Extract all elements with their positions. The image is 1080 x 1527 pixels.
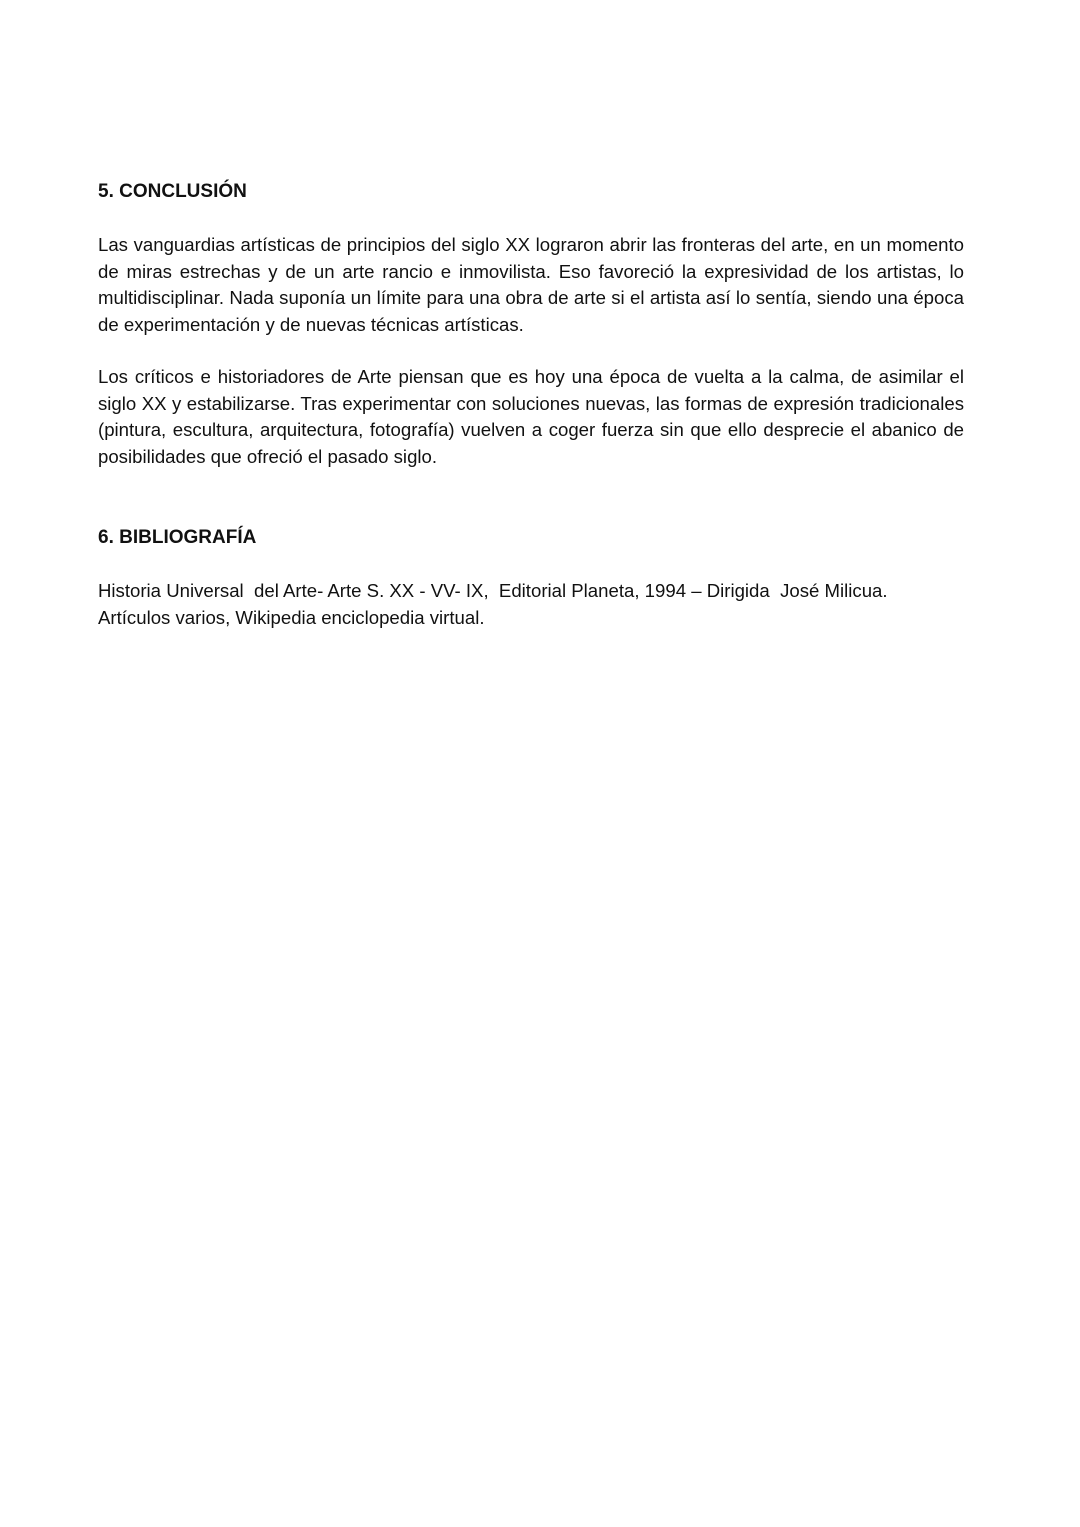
section-heading-bibliography: 6. BIBLIOGRAFÍA: [98, 527, 257, 548]
bibliography-entry-1: Historia Universal del Arte- Arte S. XX - VV- IX, Editorial Planeta, 1994 – Dirigida José Milicua.: [98, 580, 888, 601]
conclusion-paragraph-1: Las vanguardias artísticas de principios del siglo XX lograron abrir las fronteras del arte, en un momento de miras estrechas y de un arte rancio e inmovilista. Eso favoreció la expresividad de los artistas, lo multidisciplinar. Nada suponía un límite para una obra de arte si el artista así lo sentía, siendo una época de experimentación y de nuevas técnicas artísticas.: [98, 234, 964, 335]
conclusion-paragraph-2: Los críticos e historiadores de Arte piensan que es hoy una época de vuelta a la calma, de asimilar el siglo XX y estabilizarse. Tras experimentar con soluciones nuevas, las formas de expresión tradicionales (pintura, escultura, arquitectura, fotografía) vuelven a coger fuerza sin que ello desprecie el abanico de posibilidades que ofreció el pasado siglo.: [98, 366, 964, 467]
section-conclusion: [98, 178, 964, 470]
bibliography-entry-2: Artículos varios, Wikipedia enciclopedia virtual.: [98, 606, 485, 628]
document-page: [98, 178, 964, 631]
section-heading-conclusion: 5. CONCLUSIÓN: [98, 181, 247, 202]
section-bibliography: [98, 524, 964, 631]
